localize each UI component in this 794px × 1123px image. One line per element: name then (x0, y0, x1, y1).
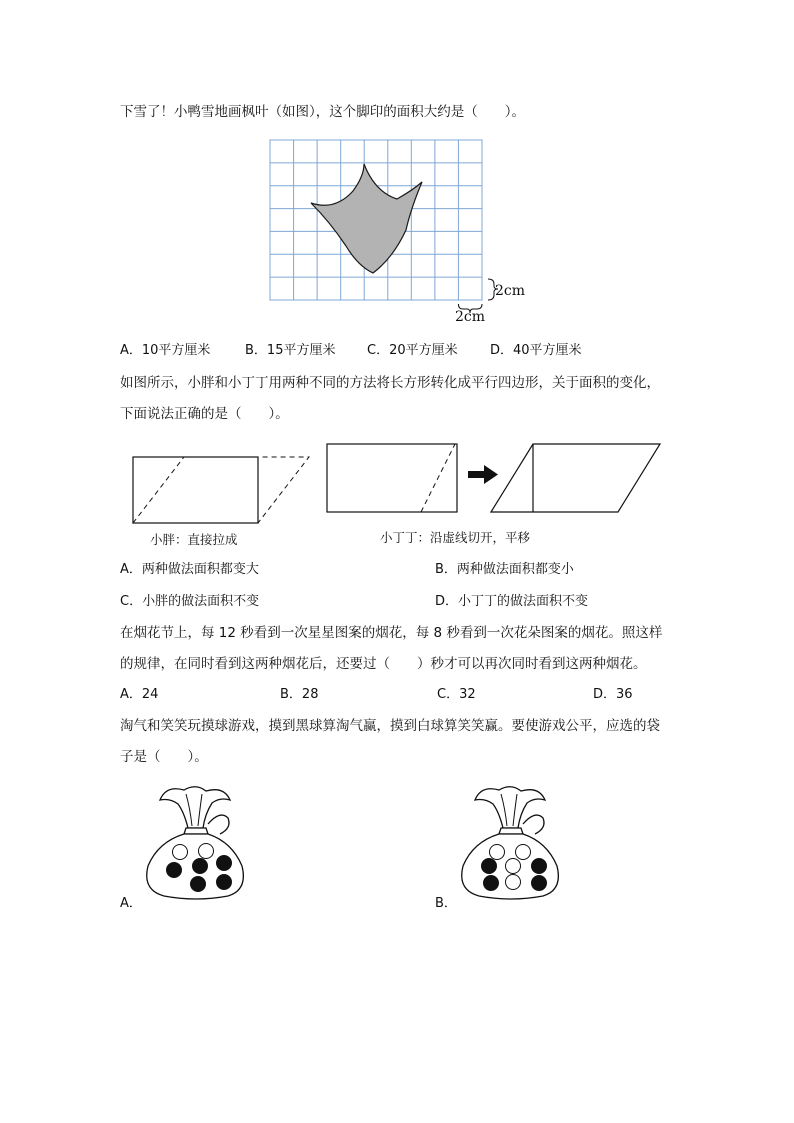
q2-option-a[interactable]: A．两种做法面积都变大 (120, 562, 259, 577)
footprint-shape (311, 164, 422, 273)
q3-option-d[interactable]: D．36 (593, 687, 633, 702)
bag-a-icon[interactable] (140, 780, 250, 905)
q3-stem-line2: 的规律，在同时看到这两种烟花后，还要过（ ）秒才可以再次同时看到这两种烟花。 (120, 656, 647, 672)
q1-option-a[interactable]: A．10平方厘米 (120, 343, 211, 358)
q2-option-d[interactable]: D．小丁丁的做法面积不变 (435, 594, 589, 609)
q1-grid-figure (260, 132, 540, 332)
q3-option-c[interactable]: C．32 (437, 687, 476, 702)
q3-option-a[interactable]: A．24 (120, 687, 159, 702)
q2-option-b[interactable]: B．两种做法面积都变小 (435, 562, 574, 577)
q1-option-d[interactable]: D．40平方厘米 (490, 343, 582, 358)
q4-stem-line2: 子是（ ）。 (120, 749, 208, 765)
scale-label-horizontal: 2cm (455, 309, 486, 325)
q2-option-c[interactable]: C．小胖的做法面积不变 (120, 594, 260, 609)
scale-label-vertical: 2cm (495, 283, 526, 299)
q2-caption-left: 小胖：直接拉成 (150, 532, 238, 547)
q2-caption-right: 小丁丁：沿虚线切开，平移 (380, 530, 531, 545)
q1-stem: 下雪了！小鸭雪地画枫叶（如图），这个脚印的面积大约是（ ）。 (120, 104, 525, 120)
q4-option-b-label[interactable]: B． (435, 896, 457, 911)
q3-option-b[interactable]: B．28 (280, 687, 319, 702)
q2-figure (0, 435, 794, 535)
q2-stem-line1: 如图所示，小胖和小丁丁用两种不同的方法将长方形转化成平行四边形，关于面积的变化， (120, 375, 660, 391)
q4-option-a-label[interactable]: A． (120, 896, 142, 911)
q2-stem-line2: 下面说法正确的是（ ）。 (120, 406, 289, 422)
q3-stem-line1: 在烟花节上，每 12 秒看到一次星星图案的烟花，每 8 秒看到一次花朵图案的烟花。照这样 (120, 625, 663, 641)
q1-option-c[interactable]: C．20平方厘米 (367, 343, 458, 358)
q1-option-b[interactable]: B．15平方厘米 (245, 343, 336, 358)
q4-stem-line1: 淘气和笑笑玩摸球游戏，摸到黑球算淘气赢，摸到白球算笑笑赢。要使游戏公平，应选的袋 (120, 718, 660, 734)
bag-b-icon[interactable] (455, 780, 565, 905)
